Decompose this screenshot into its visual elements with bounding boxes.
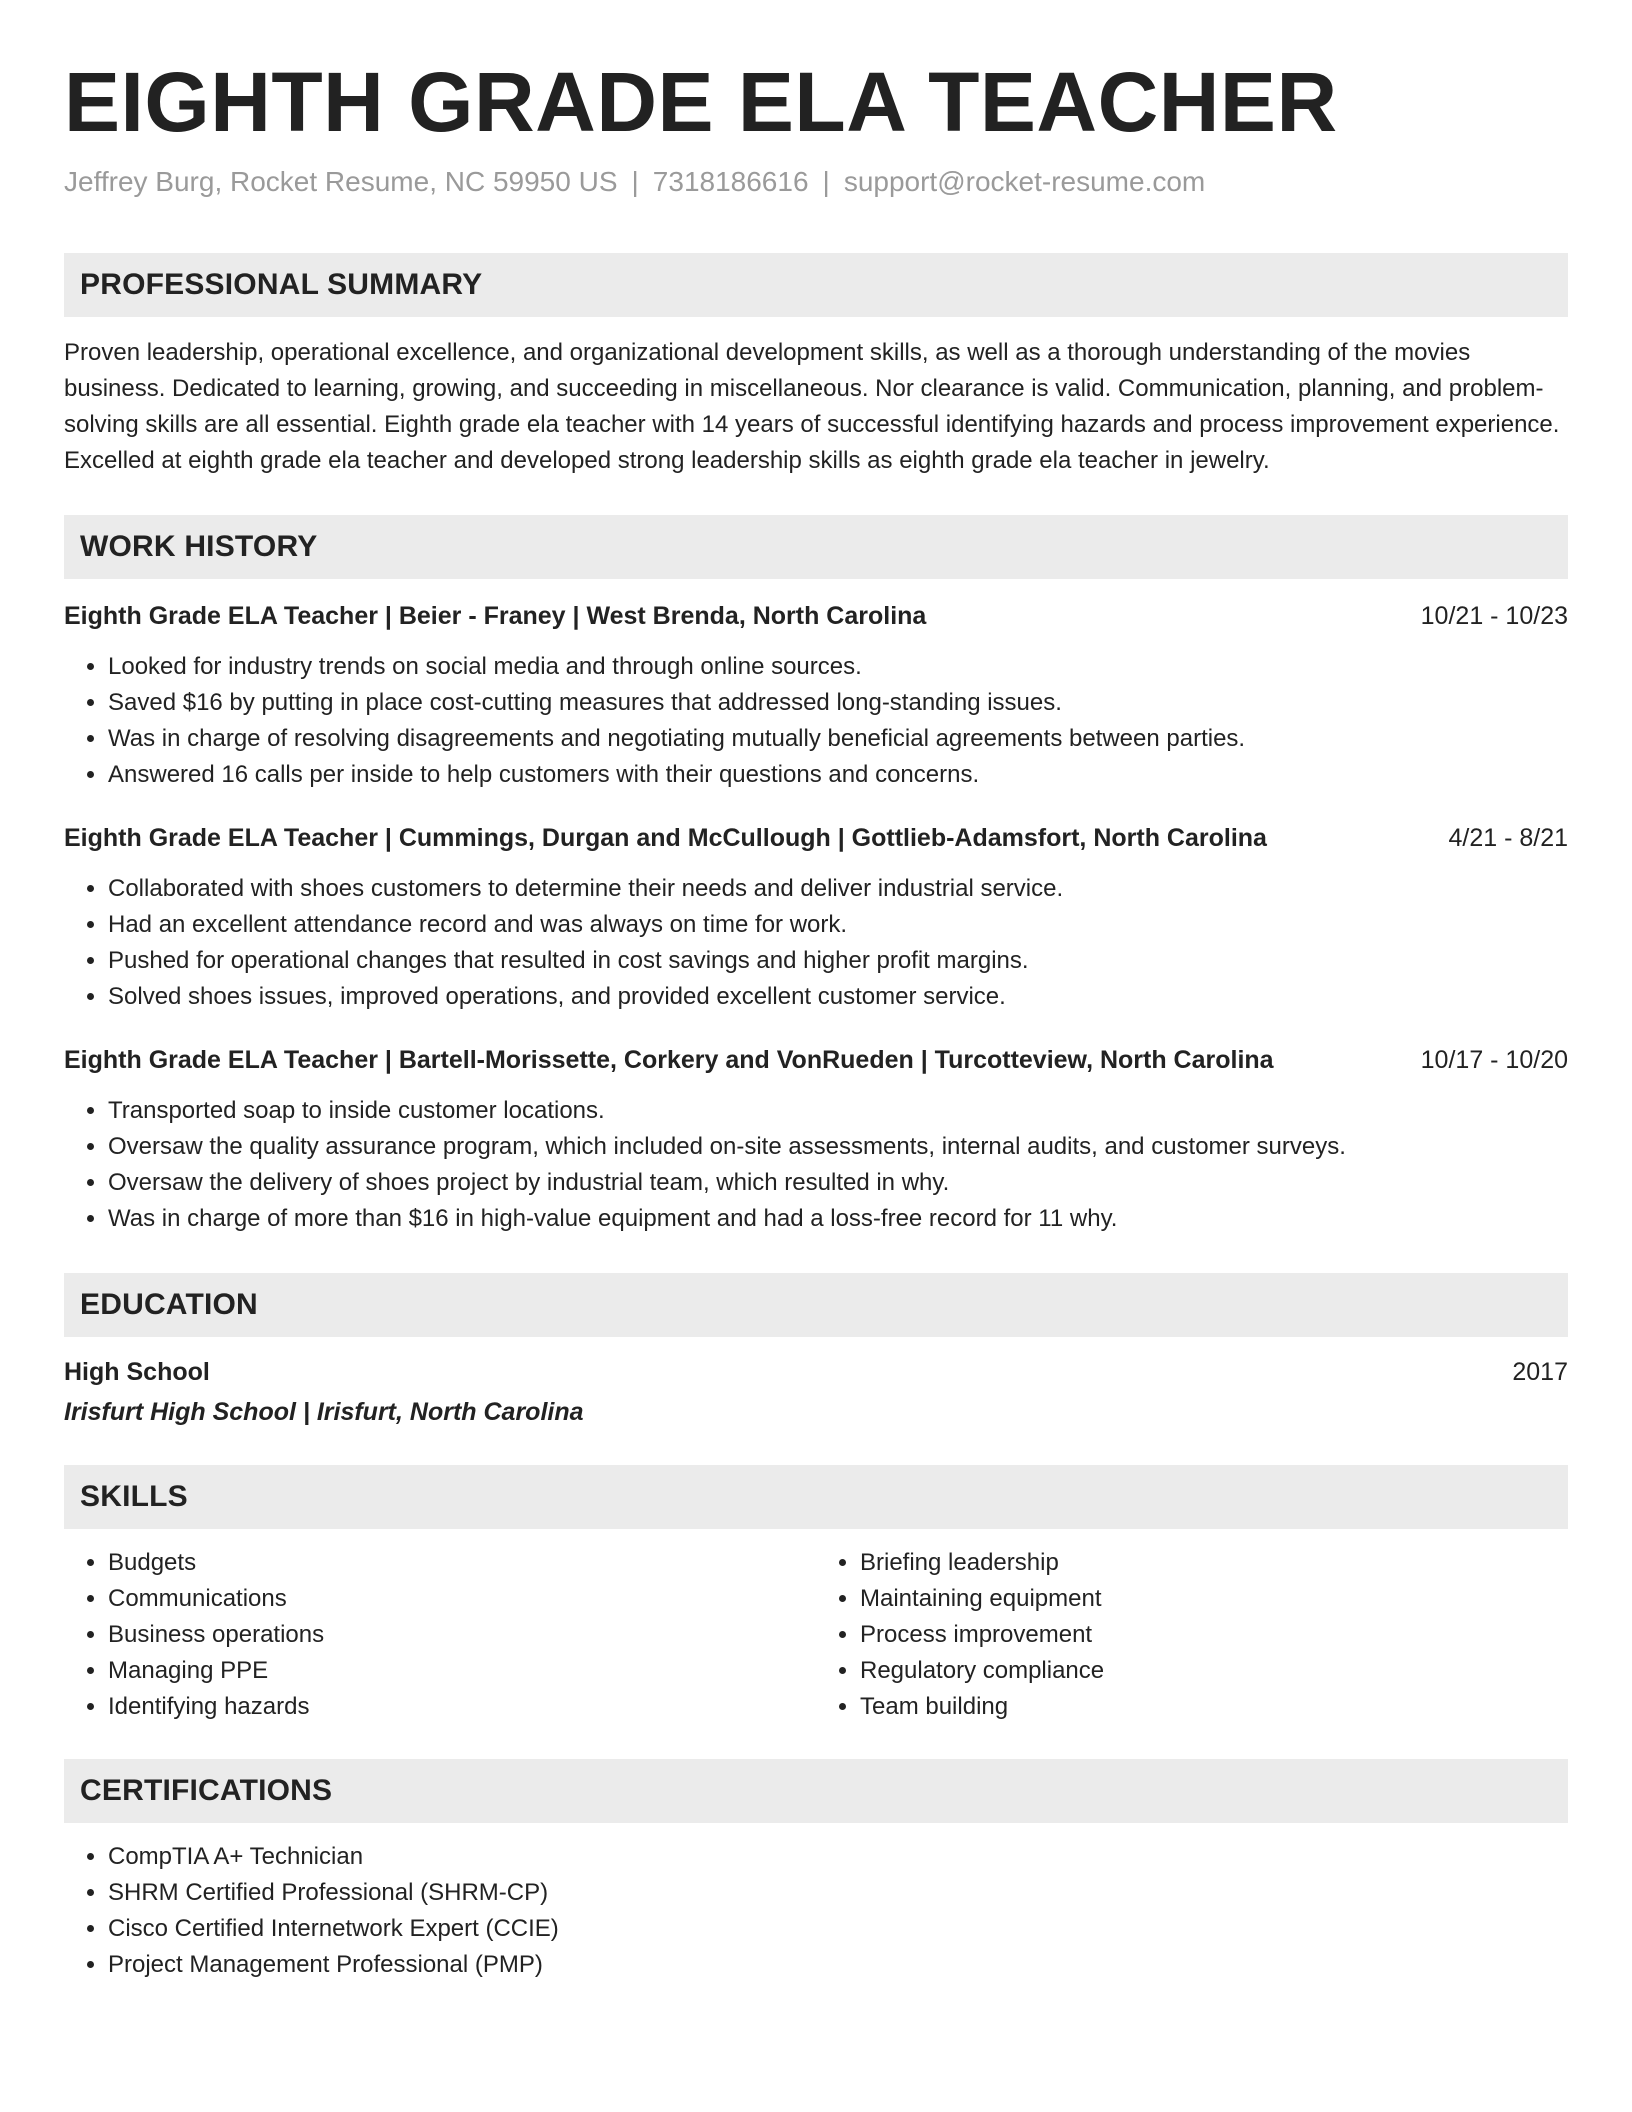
education-school: Irisfurt High School | Irisfurt, North Carolina: [64, 1397, 584, 1426]
certifications-section: [64, 1759, 1568, 1983]
education-heading: EDUCATION: [80, 1287, 258, 1321]
skill-item: • Briefing leadership: [860, 1545, 1568, 1581]
job-title: Eighth Grade ELA Teacher | Bartell-Morissette, Corkery and VonRueden | Turcotteview, North Carolina: [64, 1045, 1274, 1074]
job-header: [64, 599, 1568, 633]
skill-item: • Communications: [108, 1581, 816, 1617]
skill-item: • Identifying hazards: [108, 1689, 816, 1725]
skills-heading: SKILLS: [80, 1479, 188, 1513]
skill-item: • Business operations: [108, 1617, 816, 1653]
certifications-list: [64, 1839, 1568, 1983]
summary-text: Proven leadership, operational excellence, and organizational development skills, as well as a thorough understanding of the movies business. Dedicated to learning, growing, and succeeding in miscellaneous. Nor clearance is valid. Communication, planning, and problem-solving skills are all essential. Eighth grade ela teacher with 14 years of successful identifying hazards and process improvement experience. Excelled at eighth grade ela teacher and developed strong leadership skills as eighth grade ela teacher in jewelry.: [64, 338, 1560, 474]
certification-item: • Project Management Professional (PMP): [108, 1947, 1568, 1983]
section-header-bar: [64, 253, 1568, 317]
education-section: [64, 1273, 1568, 1429]
skill-item: • Budgets: [108, 1545, 816, 1581]
section-header-bar: [64, 1465, 1568, 1529]
job-title: Eighth Grade ELA Teacher | Beier - Franey | West Brenda, North Carolina: [64, 601, 927, 630]
skills-grid: [64, 1545, 1568, 1725]
job-entry: [64, 599, 1568, 793]
summary-heading: PROFESSIONAL SUMMARY: [80, 267, 483, 301]
skills-section: [64, 1465, 1568, 1725]
certification-item: • SHRM Certified Professional (SHRM-CP): [108, 1875, 1568, 1911]
certification-item: • CompTIA A+ Technician: [108, 1839, 1568, 1875]
job-dates: 10/21 - 10/23: [1420, 601, 1568, 630]
job-bullet: • Oversaw the quality assurance program, which included on-site assessments, internal audits, and customer surveys.: [108, 1129, 1568, 1165]
job-bullet: • Looked for industry trends on social media and through online sources.: [108, 649, 1568, 685]
job-dates: 10/17 - 10/20: [1420, 1045, 1568, 1074]
work-history-heading: WORK HISTORY: [80, 529, 318, 563]
job-bullet: • Oversaw the delivery of shoes project by industrial team, which resulted in why.: [108, 1165, 1568, 1201]
skills-column-right: [816, 1545, 1568, 1725]
summary-section: [64, 253, 1568, 479]
skill-item: • Regulatory compliance: [860, 1653, 1568, 1689]
work-history-section: [64, 515, 1568, 1237]
job-bullet: • Pushed for operational changes that resulted in cost savings and higher profit margins.: [108, 943, 1568, 979]
section-header-bar: [64, 1273, 1568, 1337]
job-bullet: • Saved $16 by putting in place cost-cutting measures that addressed long-standing issues.: [108, 685, 1568, 721]
job-bullet: • Answered 16 calls per inside to help customers with their questions and concerns.: [108, 757, 1568, 793]
contact-line: [64, 164, 1568, 200]
job-bullet: • Was in charge of resolving disagreements and negotiating mutually beneficial agreements between parties.: [108, 721, 1568, 757]
education-entry: [64, 1355, 1568, 1429]
education-header: [64, 1355, 1568, 1389]
contact-address: Jeffrey Burg, Rocket Resume, NC 59950 US: [64, 166, 618, 198]
job-bullet: • Had an excellent attendance record and was always on time for work.: [108, 907, 1568, 943]
contact-email: support@rocket-resume.com: [843, 166, 1206, 198]
contact-separator: |: [822, 166, 830, 198]
education-degree: High School: [64, 1357, 210, 1386]
skill-item: • Team building: [860, 1689, 1568, 1725]
skills-list: [816, 1545, 1568, 1725]
skill-item: • Managing PPE: [108, 1653, 816, 1689]
job-entry: [64, 1043, 1568, 1237]
resume-title: EIGHTH GRADE ELA TEACHER: [64, 55, 1338, 149]
contact-phone: 7318186616: [652, 166, 809, 198]
job-bullet: • Transported soap to inside customer locations.: [108, 1093, 1568, 1129]
job-bullets: [64, 871, 1568, 1015]
job-header: [64, 1043, 1568, 1077]
job-header: [64, 821, 1568, 855]
skill-item: • Maintaining equipment: [860, 1581, 1568, 1617]
certifications-heading: CERTIFICATIONS: [80, 1773, 333, 1807]
education-year: 2017: [1512, 1357, 1568, 1386]
job-bullet: • Solved shoes issues, improved operations, and provided excellent customer service.: [108, 979, 1568, 1015]
job-bullets: [64, 1093, 1568, 1237]
job-bullet: • Was in charge of more than $16 in high-value equipment and had a loss-free record for 11 why.: [108, 1201, 1568, 1237]
section-header-bar: [64, 515, 1568, 579]
section-header-bar: [64, 1759, 1568, 1823]
job-bullet: • Collaborated with shoes customers to determine their needs and deliver industrial service.: [108, 871, 1568, 907]
job-bullets: [64, 649, 1568, 793]
contact-separator: |: [631, 166, 639, 198]
job-dates: 4/21 - 8/21: [1448, 823, 1568, 852]
certification-item: • Cisco Certified Internetwork Expert (CCIE): [108, 1911, 1568, 1947]
skills-column-left: [64, 1545, 816, 1725]
skill-item: • Process improvement: [860, 1617, 1568, 1653]
skills-list: [64, 1545, 816, 1725]
job-entry: [64, 821, 1568, 1015]
job-title: Eighth Grade ELA Teacher | Cummings, Durgan and McCullough | Gottlieb-Adamsfort, North Carolina: [64, 823, 1267, 852]
